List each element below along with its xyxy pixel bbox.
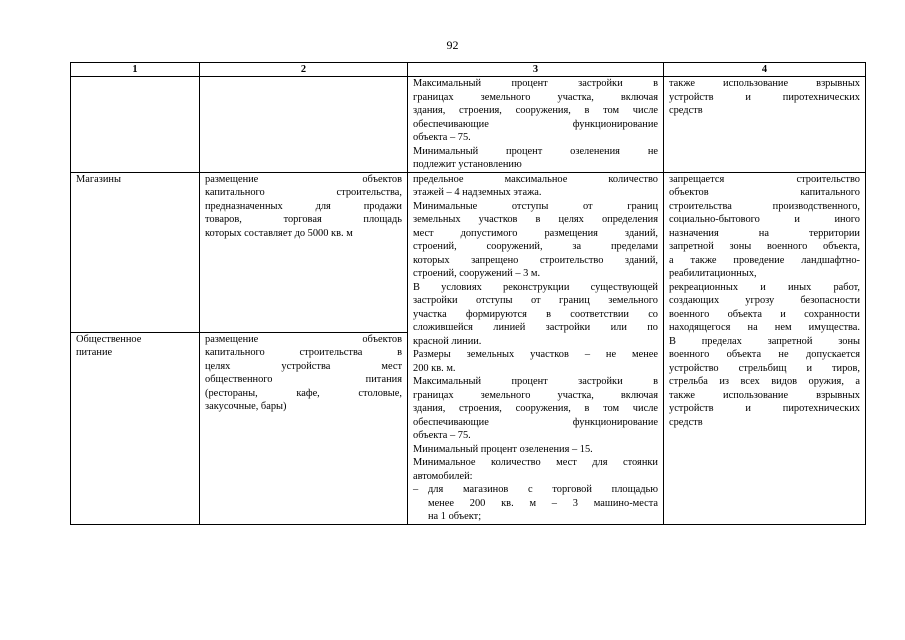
text-line: капитального строительства в	[205, 347, 402, 359]
text-line: границах земельного участка, включая	[413, 389, 658, 401]
text-line: здания, строения, сооружения, в том числе	[413, 403, 658, 414]
text-line: Минимальный процент озеленения не	[413, 145, 658, 157]
text-line: строений, сооружений – 3 м.	[413, 268, 541, 279]
text-line: запрещается строительство	[669, 173, 860, 185]
cell-use-name-catering	[71, 332, 200, 524]
header-row	[71, 63, 866, 77]
text-line: красной линии.	[413, 335, 482, 347]
text-line: находящегося на нем имущества.	[669, 322, 860, 333]
text-line: предельное максимальное количество	[413, 173, 658, 185]
cell-parameters	[408, 172, 664, 524]
text-line: стрельба из всех видов оружия, а	[669, 376, 860, 387]
header-col-3: 3	[408, 63, 664, 77]
text-line: также использование взрывных	[669, 78, 860, 89]
text-line: подлежит установлению	[413, 159, 522, 170]
text-line: реабилитационных,	[669, 268, 757, 279]
text-line: питание	[76, 347, 113, 359]
table-row	[71, 172, 866, 332]
text-line: создающих угрозу безопасности	[669, 295, 860, 306]
text-line: устройств и пиротехнических	[669, 403, 860, 414]
text-line: сложившейся линией застройки или по	[413, 322, 658, 333]
header-col-4: 4	[664, 63, 866, 77]
text-line: Максимальный процент застройки в	[413, 78, 658, 89]
text-line: менее 200 кв. м – 3 машино-места	[428, 497, 658, 509]
text-line: которых запрещено строительство зданий,	[413, 254, 658, 266]
text-line: товаров, торговая площадь	[205, 214, 402, 225]
text-line: капитального строительства,	[205, 187, 402, 198]
text-line: целях устройства мест	[205, 360, 402, 372]
text-line: запретной зоны военного объекта,	[669, 241, 860, 252]
cell-use-description-catering	[200, 332, 408, 524]
cell-continued-restrictions	[664, 77, 866, 173]
text-line: устройств и пиротехнических	[669, 91, 860, 103]
text-line: размещение объектов	[205, 173, 402, 185]
text-line: В условиях реконструкции существующей	[413, 281, 658, 293]
text-line: устройство стрельбищ и тиров,	[669, 362, 860, 374]
text-line: социально-бытового и иного	[669, 214, 860, 225]
text-line: строительства производственного,	[669, 200, 860, 212]
cell-restrictions	[664, 172, 866, 524]
cell-continued-parameters	[408, 77, 664, 173]
text-line: застройки отступы от границ земельного	[413, 295, 658, 306]
text-line: объекта – 75.	[413, 132, 471, 143]
text-line: предназначенных для продажи	[205, 200, 402, 212]
text-line: земельных участков в целях определения	[413, 214, 658, 225]
header-col-2: 2	[200, 63, 408, 77]
text-line: общественного питания	[205, 374, 402, 386]
cell-empty	[71, 77, 200, 173]
text-line: которых составляет до 5000 кв. м	[205, 227, 353, 239]
text-line: Максимальный процент застройки в	[413, 376, 658, 387]
text-line: военного объекта и сохранности	[669, 308, 860, 320]
text-line: рекреационных и иных работ,	[669, 281, 860, 293]
use-name: Магазины	[76, 173, 121, 185]
text-line: закусочные, бары)	[205, 401, 287, 413]
text-line: обеспечивающие функционирование	[413, 118, 658, 130]
page-number: 92	[446, 38, 459, 52]
list-item	[413, 483, 658, 524]
text-line: объектов капитального	[669, 187, 860, 198]
cell-use-name-shops	[71, 172, 200, 332]
cell-empty	[200, 77, 408, 173]
list-dash: –	[413, 484, 419, 495]
text-line: а также проведение ландшафтно-	[669, 254, 860, 266]
text-line: (рестораны, кафе, столовые,	[205, 387, 402, 399]
text-line: размещение объектов	[205, 333, 402, 345]
text-line: Размеры земельных участков – не менее	[413, 349, 658, 360]
text-line: мест допустимого размещения зданий,	[413, 227, 658, 239]
text-line: объекта – 75.	[413, 430, 471, 441]
table-row	[71, 77, 866, 173]
text-line: назначения на территории	[669, 227, 860, 239]
text-line: военного объекта не допускается	[669, 349, 860, 360]
text-line: обеспечивающие функционирование	[413, 416, 658, 428]
text-line: для магазинов с торговой площадью	[428, 484, 658, 495]
text-line: 200 кв. м.	[413, 362, 456, 374]
text-line: этажей – 4 надземных этажа.	[413, 187, 542, 198]
text-line: здания, строения, сооружения, в том числе	[413, 105, 658, 116]
text-line: автомобилей:	[413, 470, 473, 482]
text-line: средств	[669, 105, 703, 116]
text-line: Минимальный процент озеленения – 15.	[413, 443, 593, 455]
regulations-table	[70, 62, 866, 525]
text-line: Минимальное количество мест для стоянки	[413, 457, 658, 468]
header-col-1: 1	[71, 63, 200, 77]
cell-use-description-shops	[200, 172, 408, 332]
text-line: Минимальные отступы от границ	[413, 200, 658, 212]
text-line: средств	[669, 416, 703, 428]
text-line: участка формируются в соответствии со	[413, 308, 658, 320]
text-line: также использование взрывных	[669, 389, 860, 401]
text-line: Общественное	[76, 333, 142, 345]
text-line: на 1 объект;	[428, 511, 482, 522]
text-line: границах земельного участка, включая	[413, 91, 658, 103]
text-line: строений, сооружений, за пределами	[413, 241, 658, 252]
text-line: В пределах запретной зоны	[669, 335, 860, 347]
